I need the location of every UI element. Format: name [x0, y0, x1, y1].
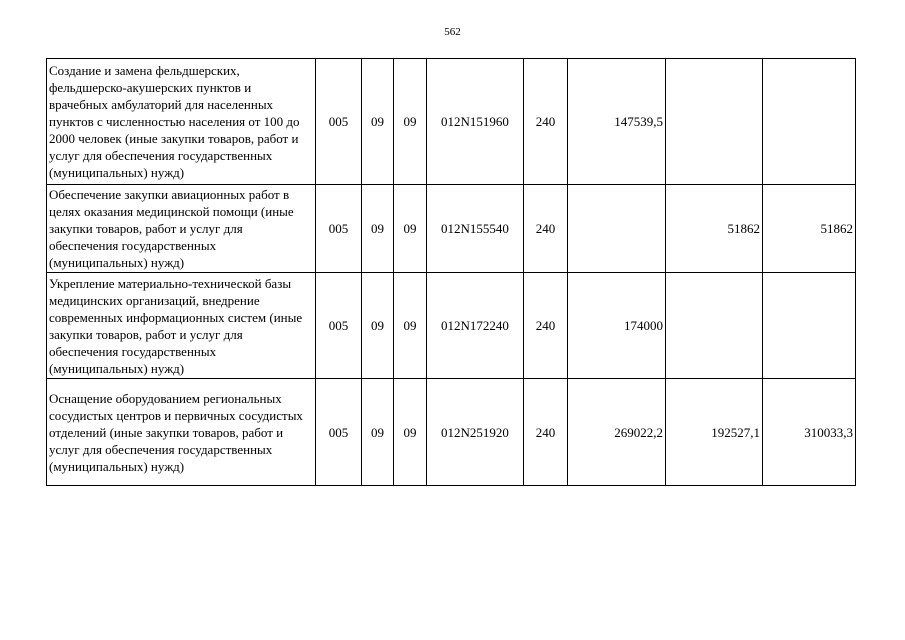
amount-year-3 [763, 273, 856, 379]
table-row [47, 59, 856, 185]
amount-year-2: 192527,1 [666, 379, 763, 486]
amount-year-3: 51862 [763, 185, 856, 273]
row-description: Создание и замена фельдшерских, фельдшерско-акушерских пунктов и врачебных амбулаторий для населенных пунктов с численностью населения от 100 до 2000 человек (иные закупки товаров, работ и услуг для обеспечения государственных (муниципальных) нужд) [47, 59, 316, 185]
expense-type-code: 240 [524, 59, 568, 185]
section-code: 09 [362, 59, 394, 185]
section-code: 09 [362, 273, 394, 379]
row-description: Оснащение оборудованием региональных сосудистых центров и первичных сосудистых отделений (иные закупки товаров, работ и услуг для обеспечения государственных (муниципальных) нужд) [47, 379, 316, 486]
amount-year-1: 147539,5 [568, 59, 666, 185]
row-description: Укрепление материально-технической базы медицинских организаций, внедрение современных информационных систем (иные закупки товаров, работ и услуг для обеспечения государственных (муниципальных) нужд) [47, 273, 316, 379]
section-code: 09 [362, 379, 394, 486]
amount-year-2 [666, 59, 763, 185]
budget-table [46, 58, 856, 486]
subsection-code: 09 [394, 59, 427, 185]
target-article-code: 012N172240 [427, 273, 524, 379]
amount-year-1 [568, 185, 666, 273]
amount-year-3: 310033,3 [763, 379, 856, 486]
subsection-code: 09 [394, 379, 427, 486]
target-article-code: 012N251920 [427, 379, 524, 486]
table-row [47, 379, 856, 486]
table-row [47, 185, 856, 273]
amount-year-1: 269022,2 [568, 379, 666, 486]
table-row [47, 273, 856, 379]
amount-year-2: 51862 [666, 185, 763, 273]
section-code: 09 [362, 185, 394, 273]
row-description: Обеспечение закупки авиационных работ в целях оказания медицинской помощи (иные закупки товаров, работ и услуг для обеспечения государственных (муниципальных) нужд) [47, 185, 316, 273]
target-article-code: 012N155540 [427, 185, 524, 273]
page-number: 562 [444, 26, 461, 38]
amount-year-1: 174000 [568, 273, 666, 379]
ministry-code: 005 [316, 273, 362, 379]
ministry-code: 005 [316, 185, 362, 273]
subsection-code: 09 [394, 273, 427, 379]
amount-year-3 [763, 59, 856, 185]
expense-type-code: 240 [524, 273, 568, 379]
expense-type-code: 240 [524, 379, 568, 486]
subsection-code: 09 [394, 185, 427, 273]
ministry-code: 005 [316, 379, 362, 486]
expense-type-code: 240 [524, 185, 568, 273]
amount-year-2 [666, 273, 763, 379]
ministry-code: 005 [316, 59, 362, 185]
target-article-code: 012N151960 [427, 59, 524, 185]
